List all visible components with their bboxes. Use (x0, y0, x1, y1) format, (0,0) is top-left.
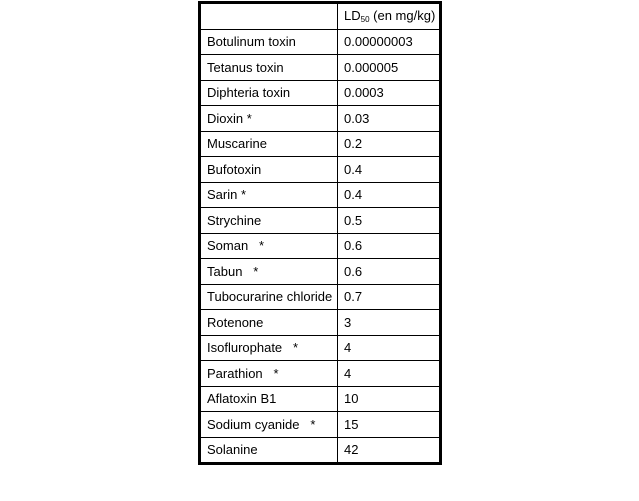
table-row (200, 335, 441, 361)
toxicity-table (198, 1, 442, 465)
table-row (200, 284, 441, 310)
table-row (200, 55, 441, 81)
toxin-name-cell: Sarin * (200, 182, 338, 208)
toxin-name-cell: Tetanus toxin (200, 55, 338, 81)
table-header-row (200, 3, 441, 30)
toxin-name-cell: Solanine (200, 437, 338, 464)
table-row (200, 80, 441, 106)
toxin-name-cell: Isoflurophate * (200, 335, 338, 361)
table-row (200, 361, 441, 387)
header-ld-subscript: 50 (360, 14, 370, 24)
header-ld-text: LD (344, 7, 361, 23)
table-row (200, 386, 441, 412)
ld50-value-cell: 0.0003 (338, 80, 441, 106)
table-row (200, 157, 441, 183)
ld50-value-cell: 0.00000003 (338, 29, 441, 55)
table-row (200, 437, 441, 464)
toxin-name-cell: Soman * (200, 233, 338, 259)
ld50-value-cell: 10 (338, 386, 441, 412)
ld50-value-cell: 0.5 (338, 208, 441, 234)
ld50-value-cell: 0.4 (338, 182, 441, 208)
ld50-value-cell: 4 (338, 361, 441, 387)
toxin-name-cell: Tabun * (200, 259, 338, 285)
toxin-name-cell: Aflatoxin B1 (200, 386, 338, 412)
ld50-value-cell: 0.6 (338, 233, 441, 259)
toxin-name-cell: Parathion * (200, 361, 338, 387)
toxin-name-cell: Tubocurarine chloride (200, 284, 338, 310)
table-row (200, 233, 441, 259)
ld50-value-cell: 42 (338, 437, 441, 464)
ld50-value-cell: 0.4 (338, 157, 441, 183)
ld50-value-cell: 0.000005 (338, 55, 441, 81)
toxin-name-cell: Botulinum toxin (200, 29, 338, 55)
header-ld50-cell (338, 3, 441, 30)
ld50-value-cell: 0.03 (338, 106, 441, 132)
toxin-name-cell: Diphteria toxin (200, 80, 338, 106)
header-name-cell (200, 3, 338, 30)
toxin-name-cell: Dioxin * (200, 106, 338, 132)
table-row (200, 106, 441, 132)
ld50-value-cell: 0.2 (338, 131, 441, 157)
ld50-value-cell: 3 (338, 310, 441, 336)
table-row (200, 29, 441, 55)
table-row (200, 131, 441, 157)
toxin-name-cell: Rotenone (200, 310, 338, 336)
ld50-value-cell: 15 (338, 412, 441, 438)
ld50-value-cell: 0.6 (338, 259, 441, 285)
toxin-name-cell: Bufotoxin (200, 157, 338, 183)
table-row (200, 208, 441, 234)
ld50-value-cell: 0.7 (338, 284, 441, 310)
table-row (200, 259, 441, 285)
header-unit-text: (en mg/kg) (369, 7, 436, 23)
toxin-name-cell: Muscarine (200, 131, 338, 157)
ld50-value-cell: 4 (338, 335, 441, 361)
toxin-name-cell: Sodium cyanide * (200, 412, 338, 438)
table-row (200, 182, 441, 208)
table-row (200, 412, 441, 438)
toxin-name-cell: Strychine (200, 208, 338, 234)
table-row (200, 310, 441, 336)
